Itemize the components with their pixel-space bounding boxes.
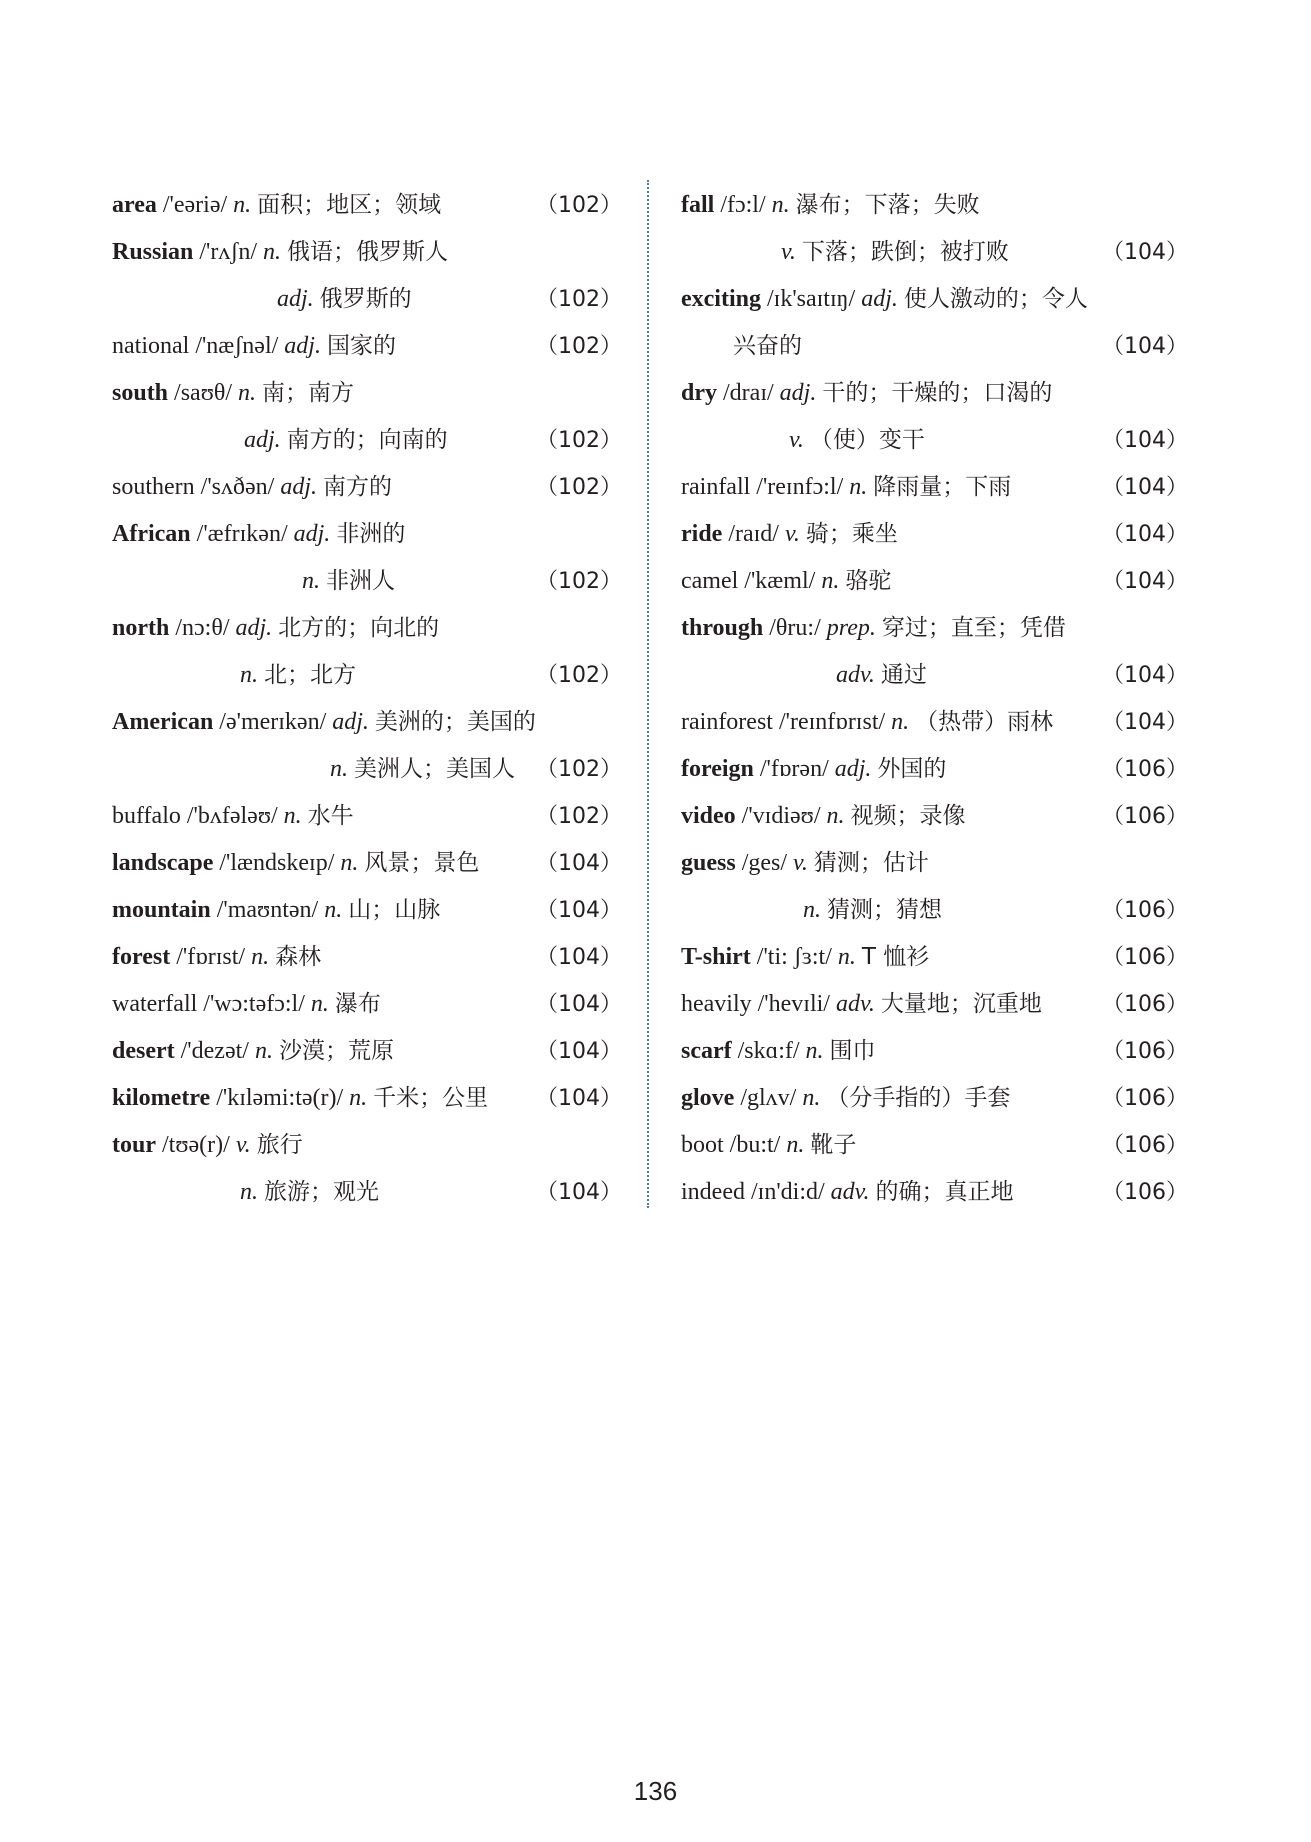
page-reference: （102） bbox=[536, 663, 622, 688]
phonetic: /'reɪnfɒrɪst/ bbox=[778, 709, 886, 735]
page-reference: （104） bbox=[536, 851, 622, 876]
vocab-entry bbox=[112, 370, 622, 417]
vocab-entry bbox=[681, 981, 1188, 1028]
headword: desert bbox=[112, 1038, 175, 1064]
part-of-speech: n. bbox=[891, 709, 910, 735]
phonetic: /'fɒrən/ bbox=[759, 756, 829, 782]
headword: American bbox=[112, 709, 214, 735]
vocab-entry bbox=[681, 1028, 1188, 1075]
page-reference: （104） bbox=[1102, 428, 1188, 453]
chinese-meaning: 瀑布；下落；失败 bbox=[795, 192, 980, 218]
part-of-speech: adj. bbox=[834, 756, 872, 782]
vocab-entry bbox=[112, 699, 622, 746]
vocab-sense-line bbox=[681, 887, 1188, 934]
vocab-entry bbox=[681, 934, 1188, 981]
phonetic: /'lændskeɪp/ bbox=[219, 850, 335, 876]
vocab-entry bbox=[112, 840, 622, 887]
part-of-speech: n. bbox=[254, 1038, 273, 1064]
page-reference: （104） bbox=[1102, 569, 1188, 594]
page-reference: （104） bbox=[536, 945, 622, 970]
phonetic: /skɑ:f/ bbox=[737, 1038, 800, 1064]
part-of-speech: adj. bbox=[284, 333, 321, 359]
phonetic: /nɔ:θ/ bbox=[175, 615, 230, 641]
part-of-speech: adv. bbox=[835, 991, 875, 1017]
page-reference: （104） bbox=[1102, 522, 1188, 547]
chinese-meaning: 外国的 bbox=[877, 756, 947, 782]
vocab-sense-line bbox=[112, 746, 622, 793]
page-reference: （102） bbox=[536, 334, 622, 359]
vocab-entry bbox=[112, 1028, 622, 1075]
part-of-speech: adj. bbox=[332, 709, 369, 735]
page-reference: （104） bbox=[536, 1039, 622, 1064]
headword: rainforest bbox=[681, 709, 773, 735]
part-of-speech: n. bbox=[340, 850, 359, 876]
headword: African bbox=[112, 521, 191, 547]
headword: camel bbox=[681, 568, 739, 594]
page-reference: （104） bbox=[1102, 663, 1188, 688]
phonetic: /'wɔ:təfɔ:l/ bbox=[203, 991, 305, 1017]
column-divider bbox=[647, 180, 649, 1208]
vocab-entry bbox=[112, 981, 622, 1028]
chinese-meaning: 下落；跌倒；被打败 bbox=[801, 239, 1009, 265]
part-of-speech: n. bbox=[324, 897, 343, 923]
chinese-meaning: 俄语；俄罗斯人 bbox=[287, 239, 449, 265]
vocab-entry bbox=[681, 511, 1188, 558]
headword: exciting bbox=[681, 286, 761, 312]
phonetic: /draɪ/ bbox=[723, 380, 774, 406]
chinese-meaning: 大量地；沉重地 bbox=[880, 991, 1042, 1017]
part-of-speech: adj. bbox=[277, 286, 314, 312]
phonetic: /'rʌʃn/ bbox=[199, 239, 258, 265]
part-of-speech: adj. bbox=[244, 427, 281, 453]
page-reference: （104） bbox=[536, 898, 622, 923]
part-of-speech: n. bbox=[786, 1132, 805, 1158]
headword: national bbox=[112, 333, 190, 359]
part-of-speech: v. bbox=[781, 239, 796, 265]
headword: landscape bbox=[112, 850, 214, 876]
vocab-entry bbox=[112, 182, 622, 229]
headword: north bbox=[112, 615, 170, 641]
part-of-speech: n. bbox=[837, 944, 856, 970]
chinese-meaning: 北；北方 bbox=[264, 662, 356, 688]
vocab-sense-line bbox=[681, 323, 1188, 370]
vocab-sense-line bbox=[112, 417, 622, 464]
chinese-meaning: 旅行 bbox=[256, 1132, 303, 1158]
chinese-meaning: 沙漠；荒原 bbox=[278, 1038, 394, 1064]
phonetic: /bu:t/ bbox=[729, 1132, 781, 1158]
chinese-meaning: （分手指的）手套 bbox=[826, 1085, 1011, 1111]
chinese-meaning: 的确；真正地 bbox=[875, 1179, 1014, 1205]
chinese-meaning: 兴奋的 bbox=[733, 333, 802, 359]
vocab-entry bbox=[112, 887, 622, 934]
phonetic: /ɪn'di:d/ bbox=[750, 1179, 825, 1205]
vocab-entry bbox=[112, 511, 622, 558]
phonetic: /'vɪdiəʊ/ bbox=[741, 803, 821, 829]
part-of-speech: n. bbox=[803, 897, 821, 923]
page-reference: （106） bbox=[1102, 945, 1188, 970]
headword: foreign bbox=[681, 756, 754, 782]
vocab-entry bbox=[681, 793, 1188, 840]
chinese-meaning: 北方的；向北的 bbox=[278, 615, 440, 641]
headword: south bbox=[112, 380, 169, 406]
chinese-meaning: 南方的；向南的 bbox=[286, 427, 448, 453]
vocab-sense-line bbox=[681, 229, 1188, 276]
chinese-meaning: 美洲的；美国的 bbox=[374, 709, 536, 735]
page-reference: （104） bbox=[1102, 240, 1188, 265]
part-of-speech: n. bbox=[771, 192, 790, 218]
phonetic: /'maʊntən/ bbox=[216, 897, 319, 923]
vocab-entry bbox=[681, 1122, 1188, 1169]
part-of-speech: n. bbox=[330, 756, 348, 782]
chinese-meaning: 瀑布 bbox=[334, 991, 381, 1017]
vocab-entry bbox=[681, 370, 1188, 417]
headword: boot bbox=[681, 1132, 724, 1158]
vocab-entry bbox=[681, 605, 1188, 652]
vocab-entry bbox=[112, 1122, 622, 1169]
part-of-speech: n. bbox=[805, 1038, 824, 1064]
chinese-meaning: 视频；录像 bbox=[850, 803, 966, 829]
vocab-entry bbox=[681, 464, 1188, 511]
phonetic: /'fɒrɪst/ bbox=[176, 944, 246, 970]
page-reference: （102） bbox=[536, 804, 622, 829]
chinese-meaning: 非洲的 bbox=[336, 521, 406, 547]
chinese-meaning: 骑；乘坐 bbox=[805, 521, 898, 547]
vocab-entry bbox=[681, 276, 1188, 323]
chinese-meaning: （使）变干 bbox=[809, 427, 925, 453]
headword: video bbox=[681, 803, 736, 829]
part-of-speech: v. bbox=[784, 521, 800, 547]
page-reference: （106） bbox=[1102, 1039, 1188, 1064]
headword: southern bbox=[112, 474, 195, 500]
page-reference: （104） bbox=[536, 1086, 622, 1111]
chinese-meaning: 使人激动的；令人 bbox=[903, 286, 1088, 312]
vocab-column-right bbox=[681, 182, 1188, 1216]
chinese-meaning: 美洲人；美国人 bbox=[354, 756, 515, 782]
headword: area bbox=[112, 192, 157, 218]
phonetic: /'dezət/ bbox=[180, 1038, 249, 1064]
page-reference: （102） bbox=[536, 757, 622, 782]
chinese-meaning: （热带）雨林 bbox=[915, 709, 1054, 735]
vocab-entry bbox=[112, 934, 622, 981]
part-of-speech: n. bbox=[251, 944, 270, 970]
phonetic: /saʊθ/ bbox=[174, 380, 233, 406]
phonetic: /ə'merɪkən/ bbox=[219, 709, 327, 735]
headword: guess bbox=[681, 850, 736, 876]
vocab-entry bbox=[681, 746, 1188, 793]
page-reference: （106） bbox=[1102, 804, 1188, 829]
phonetic: /'æfrɪkən/ bbox=[196, 521, 288, 547]
vocab-entry bbox=[681, 182, 1188, 229]
part-of-speech: adj. bbox=[280, 474, 317, 500]
phonetic: /ɪk'saɪtɪŋ/ bbox=[766, 286, 856, 312]
chinese-meaning: 非洲人 bbox=[326, 568, 395, 594]
headword: kilometre bbox=[112, 1085, 211, 1111]
page-reference: （102） bbox=[536, 569, 622, 594]
part-of-speech: n. bbox=[802, 1085, 821, 1111]
chinese-meaning: 穿过；直至；凭借 bbox=[881, 615, 1066, 641]
vocab-entry bbox=[681, 1169, 1188, 1216]
headword: tour bbox=[112, 1132, 156, 1158]
chinese-meaning: 靴子 bbox=[810, 1132, 857, 1158]
vocab-sense-line bbox=[112, 1169, 622, 1216]
chinese-meaning: 旅游；观光 bbox=[264, 1179, 379, 1205]
page-reference: （104） bbox=[536, 992, 622, 1017]
headword: dry bbox=[681, 380, 717, 406]
phonetic: /raɪd/ bbox=[728, 521, 779, 547]
chinese-meaning: 国家的 bbox=[326, 333, 396, 359]
chinese-meaning: T 恤衫 bbox=[861, 944, 930, 970]
part-of-speech: n. bbox=[240, 1179, 258, 1205]
headword: mountain bbox=[112, 897, 211, 923]
part-of-speech: n. bbox=[826, 803, 845, 829]
vocab-sense-line bbox=[681, 417, 1188, 464]
headword: fall bbox=[681, 192, 715, 218]
part-of-speech: adj. bbox=[861, 286, 898, 312]
page-number: 136 bbox=[633, 1776, 678, 1806]
part-of-speech: adj. bbox=[779, 380, 817, 406]
chinese-meaning: 猜测；猜想 bbox=[827, 897, 942, 923]
headword: waterfall bbox=[112, 991, 198, 1017]
chinese-meaning: 骆驼 bbox=[845, 568, 892, 594]
chinese-meaning: 围巾 bbox=[829, 1038, 876, 1064]
page-reference: （106） bbox=[1102, 1180, 1188, 1205]
phonetic: /'kɪləmi:tə(r)/ bbox=[216, 1085, 344, 1111]
vocab-sense-line bbox=[681, 652, 1188, 699]
chinese-meaning: 干的；干燥的；口渴的 bbox=[822, 380, 1053, 406]
vocab-entry bbox=[112, 605, 622, 652]
chinese-meaning: 千米；公里 bbox=[373, 1085, 489, 1111]
vocab-sense-line bbox=[112, 652, 622, 699]
part-of-speech: v. bbox=[793, 850, 808, 876]
phonetic: /fɔ:l/ bbox=[720, 192, 766, 218]
chinese-meaning: 俄罗斯的 bbox=[319, 286, 412, 312]
headword: through bbox=[681, 615, 764, 641]
vocab-sense-line bbox=[112, 558, 622, 605]
vocab-sense-line bbox=[112, 276, 622, 323]
part-of-speech: n. bbox=[233, 192, 252, 218]
phonetic: /tʊə(r)/ bbox=[162, 1132, 230, 1158]
vocab-entry bbox=[681, 699, 1188, 746]
chinese-meaning: 面积；地区；领域 bbox=[257, 192, 442, 218]
vocab-entry bbox=[681, 1075, 1188, 1122]
page-reference: （102） bbox=[536, 475, 622, 500]
page-reference: （102） bbox=[536, 193, 622, 218]
phonetic: /'reɪnfɔ:l/ bbox=[756, 474, 844, 500]
phonetic: /'næʃnəl/ bbox=[195, 333, 279, 359]
chinese-meaning: 风景；景色 bbox=[364, 850, 480, 876]
page-reference: （104） bbox=[1102, 710, 1188, 735]
page-reference: （106） bbox=[1102, 992, 1188, 1017]
part-of-speech: adj. bbox=[235, 615, 273, 641]
vocab-entry bbox=[112, 229, 622, 276]
part-of-speech: n. bbox=[283, 803, 302, 829]
page-reference: （104） bbox=[536, 1180, 622, 1205]
headword: T-shirt bbox=[681, 944, 751, 970]
headword: forest bbox=[112, 944, 171, 970]
phonetic: /'kæml/ bbox=[744, 568, 816, 594]
phonetic: /'hevɪli/ bbox=[757, 991, 830, 1017]
headword: heavily bbox=[681, 991, 752, 1017]
vocab-entry bbox=[112, 464, 622, 511]
part-of-speech: n. bbox=[849, 474, 868, 500]
part-of-speech: adj. bbox=[293, 521, 331, 547]
phonetic: /'ti: ʃɜ:t/ bbox=[756, 944, 832, 970]
vocab-entry bbox=[112, 1075, 622, 1122]
page-reference: （104） bbox=[1102, 475, 1188, 500]
page-reference: （106） bbox=[1102, 757, 1188, 782]
phonetic: /'bʌfələʊ/ bbox=[186, 803, 278, 829]
vocab-column-left bbox=[112, 182, 622, 1216]
vocab-entry bbox=[112, 323, 622, 370]
part-of-speech: n. bbox=[310, 991, 329, 1017]
headword: rainfall bbox=[681, 474, 751, 500]
part-of-speech: n. bbox=[238, 380, 257, 406]
phonetic: /'sʌðən/ bbox=[200, 474, 275, 500]
part-of-speech: v. bbox=[235, 1132, 251, 1158]
chinese-meaning: 森林 bbox=[275, 944, 322, 970]
vocab-entry bbox=[681, 558, 1188, 605]
part-of-speech: n. bbox=[302, 568, 320, 594]
vocab-entry bbox=[681, 840, 1188, 887]
phonetic: /glʌv/ bbox=[740, 1085, 797, 1111]
part-of-speech: adv. bbox=[830, 1179, 870, 1205]
page-reference: （104） bbox=[1102, 334, 1188, 359]
phonetic: /θru:/ bbox=[769, 615, 821, 641]
chinese-meaning: 南方的 bbox=[322, 474, 392, 500]
chinese-meaning: 降雨量；下雨 bbox=[873, 474, 1012, 500]
page-reference: （102） bbox=[536, 287, 622, 312]
part-of-speech: adv. bbox=[836, 662, 875, 688]
part-of-speech: n. bbox=[821, 568, 840, 594]
headword: glove bbox=[681, 1085, 735, 1111]
part-of-speech: prep. bbox=[826, 615, 876, 641]
chinese-meaning: 山；山脉 bbox=[348, 897, 441, 923]
headword: scarf bbox=[681, 1038, 732, 1064]
part-of-speech: n. bbox=[263, 239, 282, 265]
phonetic: /ges/ bbox=[741, 850, 788, 876]
phonetic: /'eəriə/ bbox=[162, 192, 228, 218]
headword: ride bbox=[681, 521, 723, 547]
part-of-speech: n. bbox=[240, 662, 258, 688]
chinese-meaning: 水牛 bbox=[307, 803, 354, 829]
page-reference: （106） bbox=[1102, 898, 1188, 923]
headword: buffalo bbox=[112, 803, 181, 829]
page-reference: （102） bbox=[536, 428, 622, 453]
page-reference: （106） bbox=[1102, 1133, 1188, 1158]
part-of-speech: v. bbox=[789, 427, 804, 453]
page-reference: （106） bbox=[1102, 1086, 1188, 1111]
part-of-speech: n. bbox=[349, 1085, 368, 1111]
vocab-entry bbox=[112, 793, 622, 840]
headword: Russian bbox=[112, 239, 194, 265]
headword: indeed bbox=[681, 1179, 745, 1205]
chinese-meaning: 猜测；估计 bbox=[813, 850, 929, 876]
chinese-meaning: 通过 bbox=[880, 662, 927, 688]
chinese-meaning: 南；南方 bbox=[262, 380, 355, 406]
